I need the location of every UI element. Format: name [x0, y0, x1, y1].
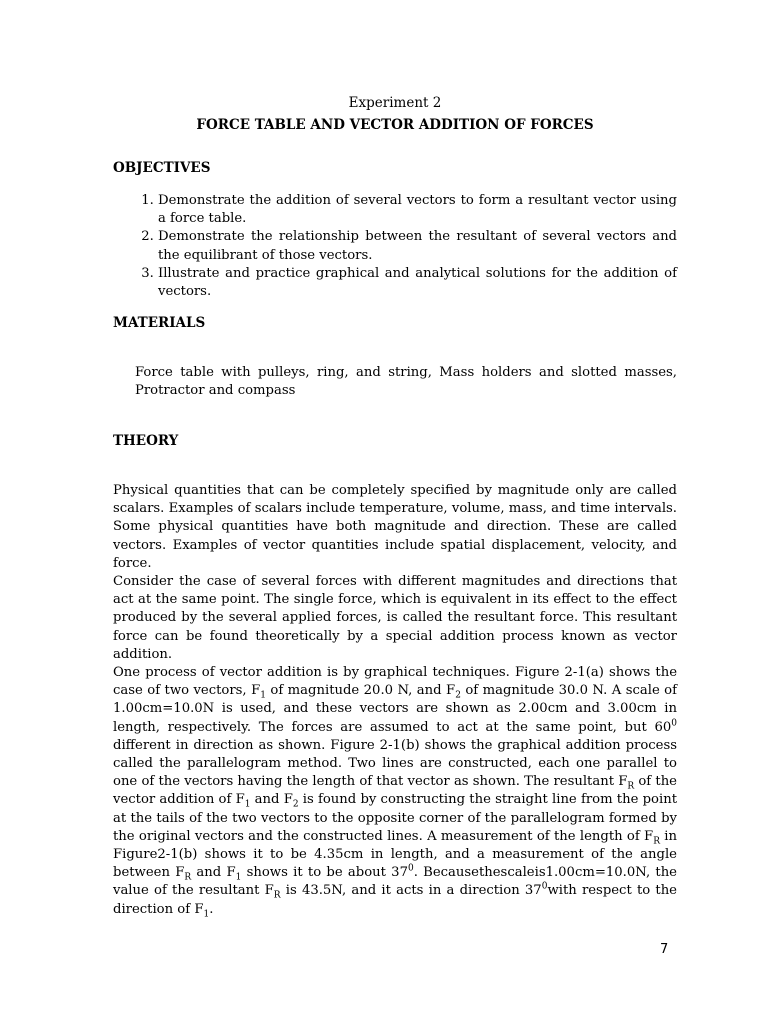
materials-text: Force table with pulleys, ring, and string, Mass holders and slotted masses, Protractor and compass: [135, 365, 677, 399]
document-title: FORCE TABLE AND VECTOR ADDITION OF FORCES: [196, 117, 594, 133]
objectives-heading: OBJECTIVES: [113, 160, 211, 176]
experiment-label: Experiment 2: [348, 95, 442, 111]
theory-heading: THEORY: [113, 433, 179, 449]
page-number: 7: [660, 942, 669, 957]
list-item: 1. Demonstrate the addition of several vectors to form a resultant vector using a force table.: [158, 192, 677, 228]
theory-paragraph-2: Consider the case of several forces with different magnitudes and directions that act at the same point. The single force, which is equivalent in its effect to the effect produced by the several applied forces, is called the resultant force. This resultant force can be found theoretically by a special addition process known as vector addition.: [113, 574, 677, 662]
theory-paragraph-3: One process of vector addition is by graphical techniques. Figure 2-1(a) shows the case of two vectors, $F_1$ of magnitude 20.0 N, and $F_2$ of magnitude 30.0 N. A scale of 1.00cm=10.0N is used, and these vectors are shown as 2.00cm and 3.00cm in length, respectively. The forces are assumed to act at the same point, but $60^0$ different in direction as shown. Figure 2-1(b) shows the graphical addition process called the parallelogram method. Two lines are constructed, each one parallel to one of the vectors having the length of that vector as shown. The resultant $F_R$ of the vector addition of $F_1$ and $F_2$ is found by constructing the straight line from the point at the tails of the two vectors to the opposite corner of the parallelogram formed by the original vectors and the constructed lines. A measurement of the length of $F_R$ in Figure2-1(b) shows it to be 4.35cm in length, and a measurement of the angle between $F_R$ and $F_1$ shows it to be about $37^0$. Becausethescaleis1.00cm=10.0N, the value of the resultant $F_R$ is 43.5N, and it acts in a direction $37^0with$ respect to the direction of $F_1$.: [113, 665, 678, 920]
objectives-list: [113, 192, 677, 301]
list-item: 2. Demonstrate the relationship between the resultant of several vectors and the equilibrant of those vectors.: [158, 228, 677, 264]
list-item: 3. Illustrate and practice graphical and analytical solutions for the addition of vectors.: [158, 265, 677, 301]
materials-heading: MATERIALS: [113, 315, 206, 331]
theory-paragraph-1: Physical quantities that can be completely specified by magnitude only are called scalars. Examples of scalars include temperature, volume, mass, and time intervals. Some physical quantities have both magnitude and direction. These are called vectors. Examples of vector quantities include spatial displacement, velocity, and force.: [113, 483, 677, 571]
